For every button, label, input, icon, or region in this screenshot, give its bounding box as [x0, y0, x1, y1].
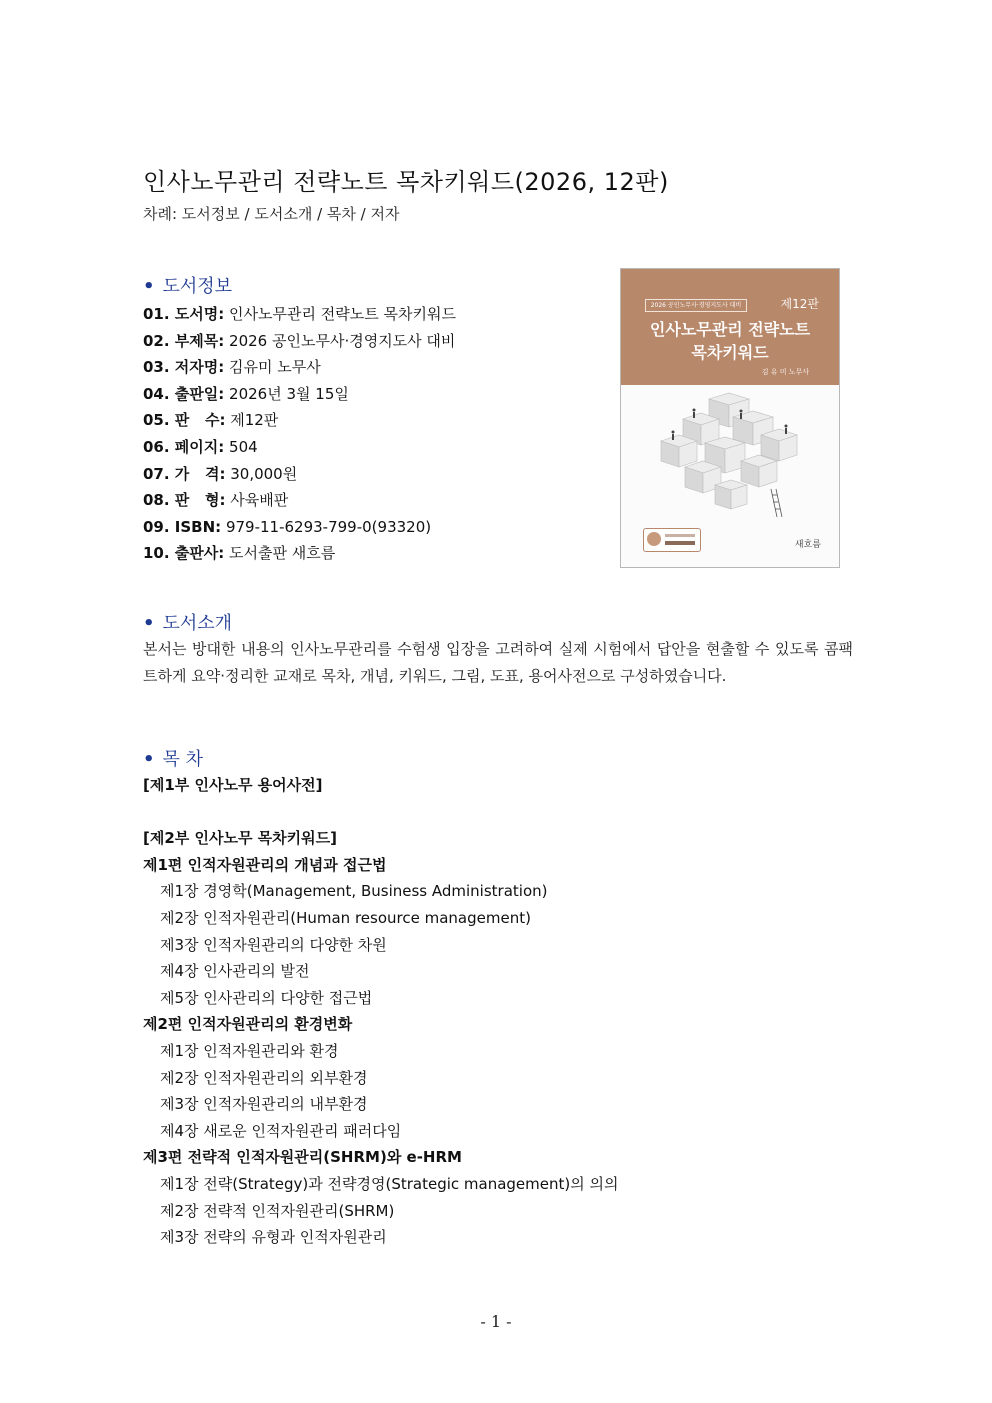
info-value: 도서출판 새흐름: [229, 544, 336, 563]
publisher-logo: 새흐름: [794, 540, 821, 550]
badge-circle-icon: [647, 532, 661, 546]
cover-badge: [643, 528, 701, 552]
info-value: 30,000원: [230, 464, 298, 483]
info-value: 979-11-6293-799-0(93320): [225, 517, 432, 536]
page-title: 인사노무관리 전략노트 목차키워드(2026, 12판): [143, 168, 669, 196]
contents-line: 차례: 도서정보 / 도서소개 / 목차 / 저자: [143, 205, 400, 223]
section-heading-info-label: 도서정보: [162, 276, 233, 297]
cover-title-line1: 인사노무관리 전략노트: [649, 320, 811, 339]
info-item: [143, 487, 456, 514]
toc-chapter: 제4장 새로운 인적자원관리 패러다임: [160, 1121, 402, 1140]
toc-chapter: 제3장 인적자원관리의 내부환경: [160, 1095, 368, 1114]
info-label: 05. 판 수:: [143, 411, 226, 430]
info-label: 02. 부제목:: [143, 331, 225, 350]
info-value: 김유미 노무사: [229, 358, 321, 377]
info-item: [143, 328, 456, 355]
info-label: 01. 도서명:: [143, 305, 225, 323]
toc-chapter: 제3장 전략의 유형과 인적자원관리: [160, 1228, 387, 1247]
cover-edition: 제12판: [780, 297, 819, 311]
info-item: [143, 514, 456, 541]
toc-chapter: 제3장 인적자원관리의 다양한 차원: [160, 935, 387, 954]
toc-part: [제2부 인사노무 목차키워드]: [143, 829, 337, 848]
toc-chapter: 제4장 인사관리의 발전: [160, 962, 310, 981]
toc-chapter: 제1장 경영학(Management, Business Administration): [160, 882, 548, 901]
info-label: 04. 출판일:: [143, 384, 225, 403]
info-item: [143, 407, 456, 434]
cover-author: 김 유 미 노무사: [761, 368, 809, 376]
toc-chapter: 제1장 전략(Strategy)과 전략경영(Strategic management)의 의의: [160, 1174, 619, 1193]
info-item: [143, 540, 456, 567]
toc-chapter: 제5장 인사관리의 다양한 접근법: [160, 988, 373, 1007]
info-item: [143, 381, 456, 408]
info-label: 03. 저자명:: [143, 358, 225, 377]
bullet-icon: •: [143, 749, 155, 770]
bullet-icon: •: [143, 276, 155, 297]
info-item: [143, 301, 456, 328]
info-label: 10. 출판사:: [143, 544, 225, 563]
cover-tag: 2026 공인노무사·경영지도사 대비: [645, 299, 747, 312]
info-value: 사육배판: [230, 491, 289, 510]
section-heading-intro-label: 도서소개: [162, 613, 233, 634]
info-item: [143, 461, 456, 488]
bullet-icon: •: [143, 613, 155, 634]
book-info-list: [143, 301, 456, 567]
book-cover-image: [620, 268, 840, 568]
info-item: [143, 434, 456, 461]
section-heading-intro: [143, 609, 232, 635]
toc-pyeon: 제2편 인적자원관리의 환경변화: [143, 1015, 353, 1034]
info-value: 504: [229, 437, 258, 456]
toc-pyeon: 제3편 전략적 인적자원관리(SHRM)와 e-HRM: [143, 1148, 462, 1167]
section-heading-toc: [143, 745, 203, 771]
info-label: 08. 판 형:: [143, 491, 226, 510]
toc-chapter: 제1장 인적자원관리와 환경: [160, 1041, 339, 1060]
toc-chapter: 제2장 전략적 인적자원관리(SHRM): [160, 1201, 395, 1220]
cover-title-line2: 목차키워드: [691, 343, 769, 362]
info-label: 07. 가 격:: [143, 464, 226, 483]
info-value: 제12판: [230, 411, 279, 430]
info-item: [143, 354, 456, 381]
table-of-contents: [143, 772, 618, 1251]
info-value: 2026년 3월 15일: [229, 384, 349, 403]
toc-part: [제1부 인사노무 용어사전]: [143, 776, 323, 794]
info-label: 09. ISBN:: [143, 517, 222, 536]
section-heading-toc-label: 목 차: [162, 749, 204, 770]
toc-chapter: 제2장 인적자원관리의 외부환경: [160, 1068, 368, 1087]
page-number: - 1 -: [480, 1312, 512, 1331]
cube-tower-illustration: [621, 389, 839, 524]
info-value: 2026 공인노무사·경영지도사 대비: [229, 331, 456, 350]
section-heading-info: [143, 272, 232, 298]
info-value: 인사노무관리 전략노트 목차키워드: [229, 305, 456, 323]
info-label: 06. 페이지:: [143, 437, 225, 456]
intro-paragraph: 본서는 방대한 내용의 인사노무관리를 수험생 입장을 고려하여 실제 시험에서 답안을 현출할 수 있도록 콤팩트하게 요약·정리한 교재로 목차, 개념, 키워드, 그림, 도표, 용어사전으로 구성하였습니다.: [143, 640, 853, 685]
toc-pyeon: 제1편 인적자원관리의 개념과 접근법: [143, 855, 387, 874]
toc-chapter: 제2장 인적자원관리(Human resource management): [160, 908, 531, 927]
